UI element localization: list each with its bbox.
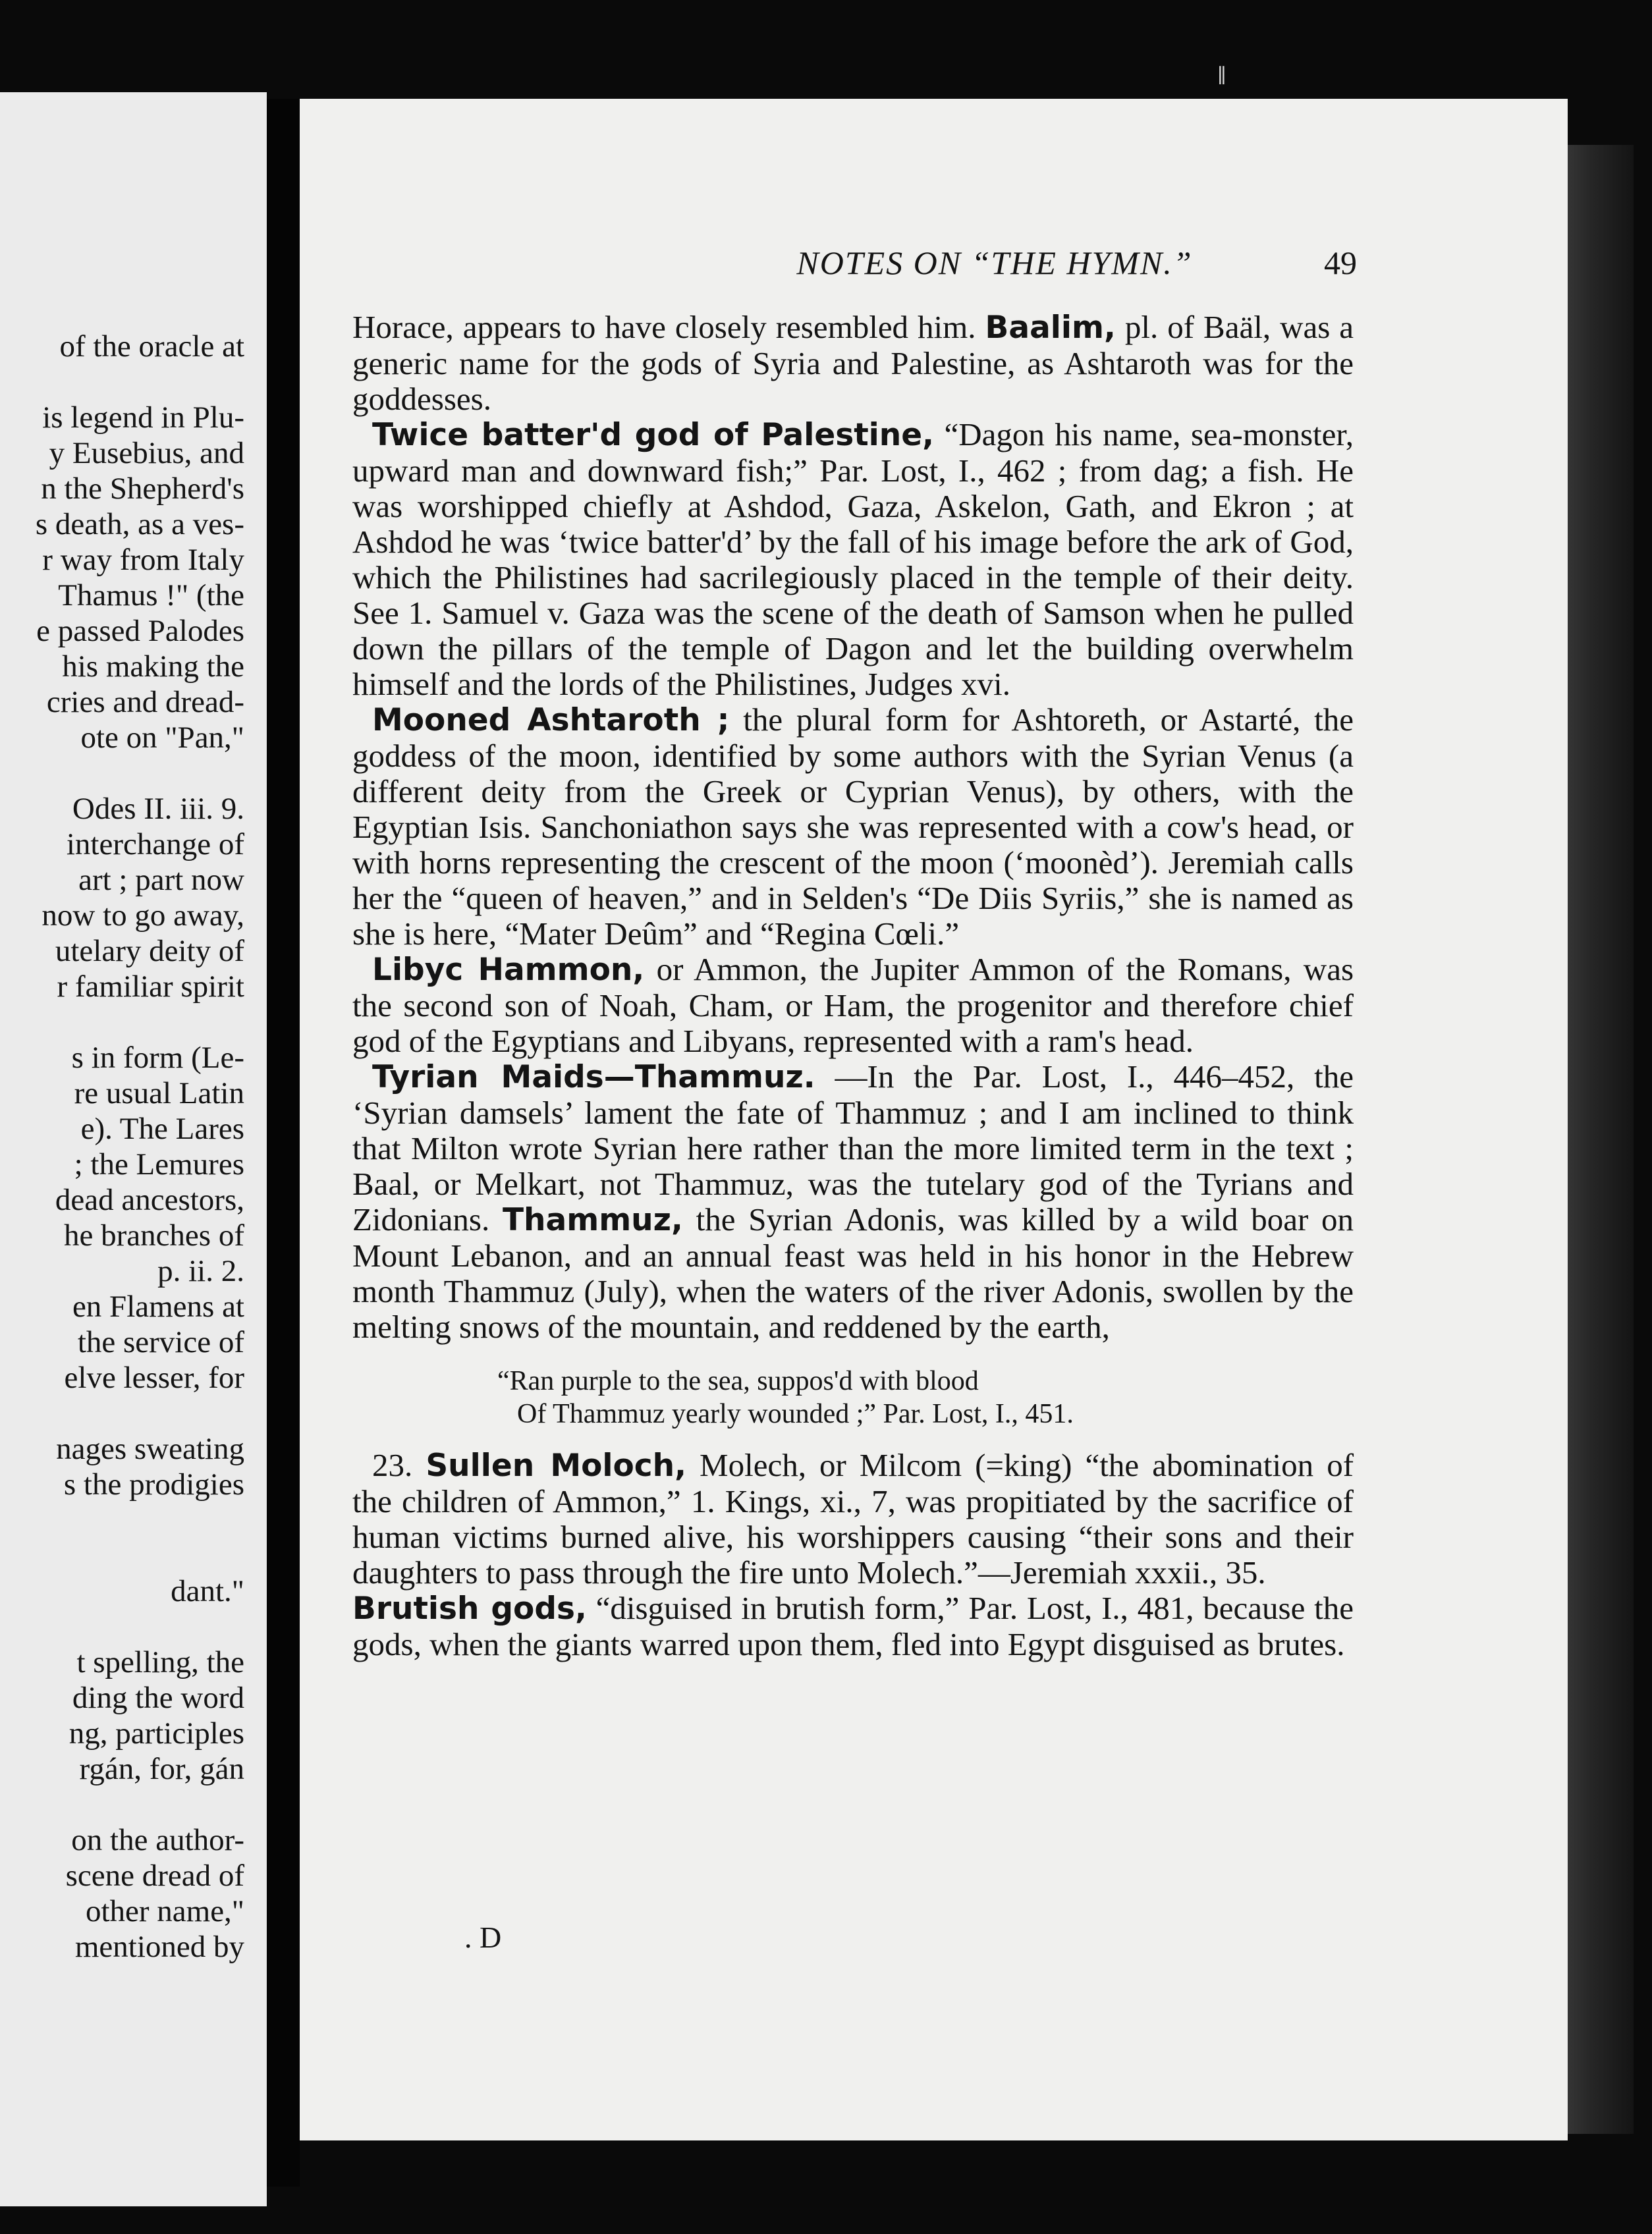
left-page-line: rgán, for, gán bbox=[79, 1752, 244, 1786]
paragraph-text: “disguised in brutish form,” Par. Lost, I., 481, because the gods, when the giants warred upon them, fled into Egypt disguised as brutes. bbox=[352, 1590, 1354, 1662]
paragraph-moloch bbox=[352, 1448, 1354, 1591]
left-page-line: ; the Lemures bbox=[74, 1147, 244, 1182]
paragraph-text: Horace, appears to have closely resembled him. bbox=[352, 309, 976, 345]
left-page-line: ding the word bbox=[72, 1681, 244, 1715]
left-page-line: r familiar spirit bbox=[57, 969, 244, 1004]
left-page-line: his making the bbox=[62, 649, 244, 684]
left-page-line: s the prodigies bbox=[63, 1467, 244, 1502]
left-page-line: Odes II. iii. 9. bbox=[72, 792, 244, 826]
paragraph-text: pl. of Baäl, was a generic name for the gods of Syria and Palestine, as Ashtaroth was for the goddesses. bbox=[352, 309, 1354, 417]
paragraph-baalim bbox=[352, 310, 1354, 417]
headword: Twice batter'd god of Palestine, bbox=[372, 417, 934, 453]
paragraph-text: or Ammon, the Jupiter Ammon of the Romans, was the second son of Noah, Cham, or Ham, the progenitor and therefore chief god of the Egyptians and Libyans, represented with a ram's head. bbox=[352, 951, 1354, 1059]
paragraph-text: the plural form for Ashtoreth, or Astarté, the goddess of the moon, identified by some authors with the Syrian Venus (a different deity from the Greek or Cyprian Venus), by others, with the Egyptian Isis. Sanchoniathon says she was represented with a cow's head, or with horns representing the crescent of the moon (‘moonèd’). Jeremiah calls her the “queen of heaven,” and in Selden's “De Diis Syriis,” she is named as she is here, “Mater Deûm” and “Regina Cœli.” bbox=[352, 701, 1354, 952]
left-page-line: en Flamens at bbox=[72, 1290, 244, 1324]
quote-line: Of Thammuz yearly wounded ;” Par. Lost, I., 451. bbox=[517, 1399, 1074, 1429]
headword: Mooned Ashtaroth ; bbox=[372, 702, 730, 738]
left-page-line: t spelling, the bbox=[76, 1645, 244, 1679]
left-page-line: s death, as a ves- bbox=[35, 507, 244, 541]
left-page-line: elve lesser, for bbox=[64, 1361, 244, 1395]
left-page-line: scene dread of bbox=[65, 1859, 244, 1893]
paragraph-thammuz bbox=[352, 1059, 1354, 1345]
right-page bbox=[300, 99, 1568, 2140]
paragraph-text: “Dagon his name, sea-monster, upward man and downward fish;” Par. Lost, I., 462 ; from dag; a fish. He was worshipped chiefly at Ashdod, Gaza, Askelon, Gath, and Ekron ; at Ashdod he was ‘twice batter'd’ by the fall of his image before the ark of God, which the Philistines had sacrilegiously placed in the temple of their deity. See 1. Samuel v. Gaza was the scene of the death of Samson when he pulled down the pillars of the temple of Dagon and let the building overwhelm himself and the lords of the Philistines, Judges xvi. bbox=[352, 416, 1354, 702]
left-page-line: cries and dread- bbox=[46, 685, 244, 719]
verse-quotation bbox=[497, 1365, 1354, 1430]
paragraph-dagon bbox=[352, 417, 1354, 702]
left-page-line: interchange of bbox=[66, 827, 244, 861]
left-page-line: now to go away, bbox=[41, 898, 244, 933]
left-page-line: dant." bbox=[171, 1574, 244, 1608]
headword: Libyc Hammon, bbox=[372, 952, 645, 988]
left-page-line: other name," bbox=[85, 1894, 244, 1928]
book-gutter bbox=[267, 99, 300, 2187]
left-page-line: is legend in Plu- bbox=[42, 400, 244, 435]
note-number: 23. bbox=[372, 1447, 413, 1483]
left-page-line: r way from Italy bbox=[42, 543, 244, 577]
left-page-line: ng, participles bbox=[69, 1716, 244, 1751]
headword: Sullen Moloch, bbox=[426, 1448, 686, 1484]
left-page-line: Thamus !" (the bbox=[58, 578, 244, 613]
left-page-line: s in form (Le- bbox=[71, 1041, 244, 1075]
paragraph-hammon bbox=[352, 952, 1354, 1059]
paragraph-brutish-gods bbox=[352, 1591, 1354, 1662]
left-page-line: he branches of bbox=[63, 1218, 244, 1253]
signature-mark: . D bbox=[464, 1921, 502, 1954]
left-page-line: ote on "Pan," bbox=[80, 721, 244, 755]
left-page-line: nages sweating bbox=[56, 1432, 244, 1466]
left-page-line: re usual Latin bbox=[74, 1076, 244, 1110]
left-page-fragment bbox=[0, 92, 267, 2206]
left-page-line: e passed Palodes bbox=[36, 614, 244, 648]
left-page-line: utelary deity of bbox=[55, 934, 244, 968]
left-page-line: mentioned by bbox=[74, 1930, 244, 1964]
left-page-line: n the Shepherd's bbox=[41, 472, 244, 506]
left-page-line: p. ii. 2. bbox=[157, 1254, 244, 1288]
headword: Baalim, bbox=[985, 310, 1116, 346]
ink-mark: ∥ bbox=[1217, 65, 1226, 87]
paragraph-ashtaroth bbox=[352, 702, 1354, 952]
text-block bbox=[352, 310, 1354, 1662]
left-page-line: the service of bbox=[77, 1325, 244, 1359]
left-page-line: art ; part now bbox=[78, 863, 244, 897]
headword: Thammuz, bbox=[503, 1202, 683, 1238]
page-number: 49 bbox=[1324, 244, 1357, 281]
running-head: NOTES ON “THE HYMN.” bbox=[796, 244, 1193, 281]
paragraph-text: Molech, or Milcom (=king) “the abomination of the children of Ammon,” 1. Kings, xi., 7, was propitiated by the sacrifice of human victims burned alive, his worshippers causing “their sons and their daughters to pass through the fire unto Molech.”—Jeremiah xxxii., 35. bbox=[352, 1447, 1354, 1591]
left-page-line: dead ancestors, bbox=[55, 1183, 244, 1217]
headword: Brutish gods, bbox=[352, 1591, 587, 1627]
headword: Tyrian Maids—Thammuz. bbox=[372, 1059, 815, 1095]
left-page-line: of the oracle at bbox=[59, 329, 244, 364]
left-page-line: y Eusebius, and bbox=[49, 436, 244, 470]
paragraph-text: —In the Par. Lost, I., 446–452, the ‘Syrian damsels’ lament the fate of Thammuz ; and I am inclined to think that Milton wrote Syrian here rather than the more limited term in the text ; Baal, or Melkart, not Thammuz, was the tutelary god of the Tyrians and Zidonians. bbox=[352, 1058, 1354, 1238]
left-page-line: e). The Lares bbox=[80, 1112, 244, 1146]
paragraph-text: the Syrian Adonis, was killed by a wild boar on Mount Lebanon, and an annual feast was held in his honor in the Hebrew month Thammuz (July), when the waters of the river Adonis, swollen by the melting snows of the mountain, and reddened by the earth, bbox=[352, 1201, 1354, 1345]
left-page-line: on the author- bbox=[71, 1823, 244, 1857]
quote-line: “Ran purple to the sea, suppos'd with blood bbox=[497, 1366, 979, 1396]
